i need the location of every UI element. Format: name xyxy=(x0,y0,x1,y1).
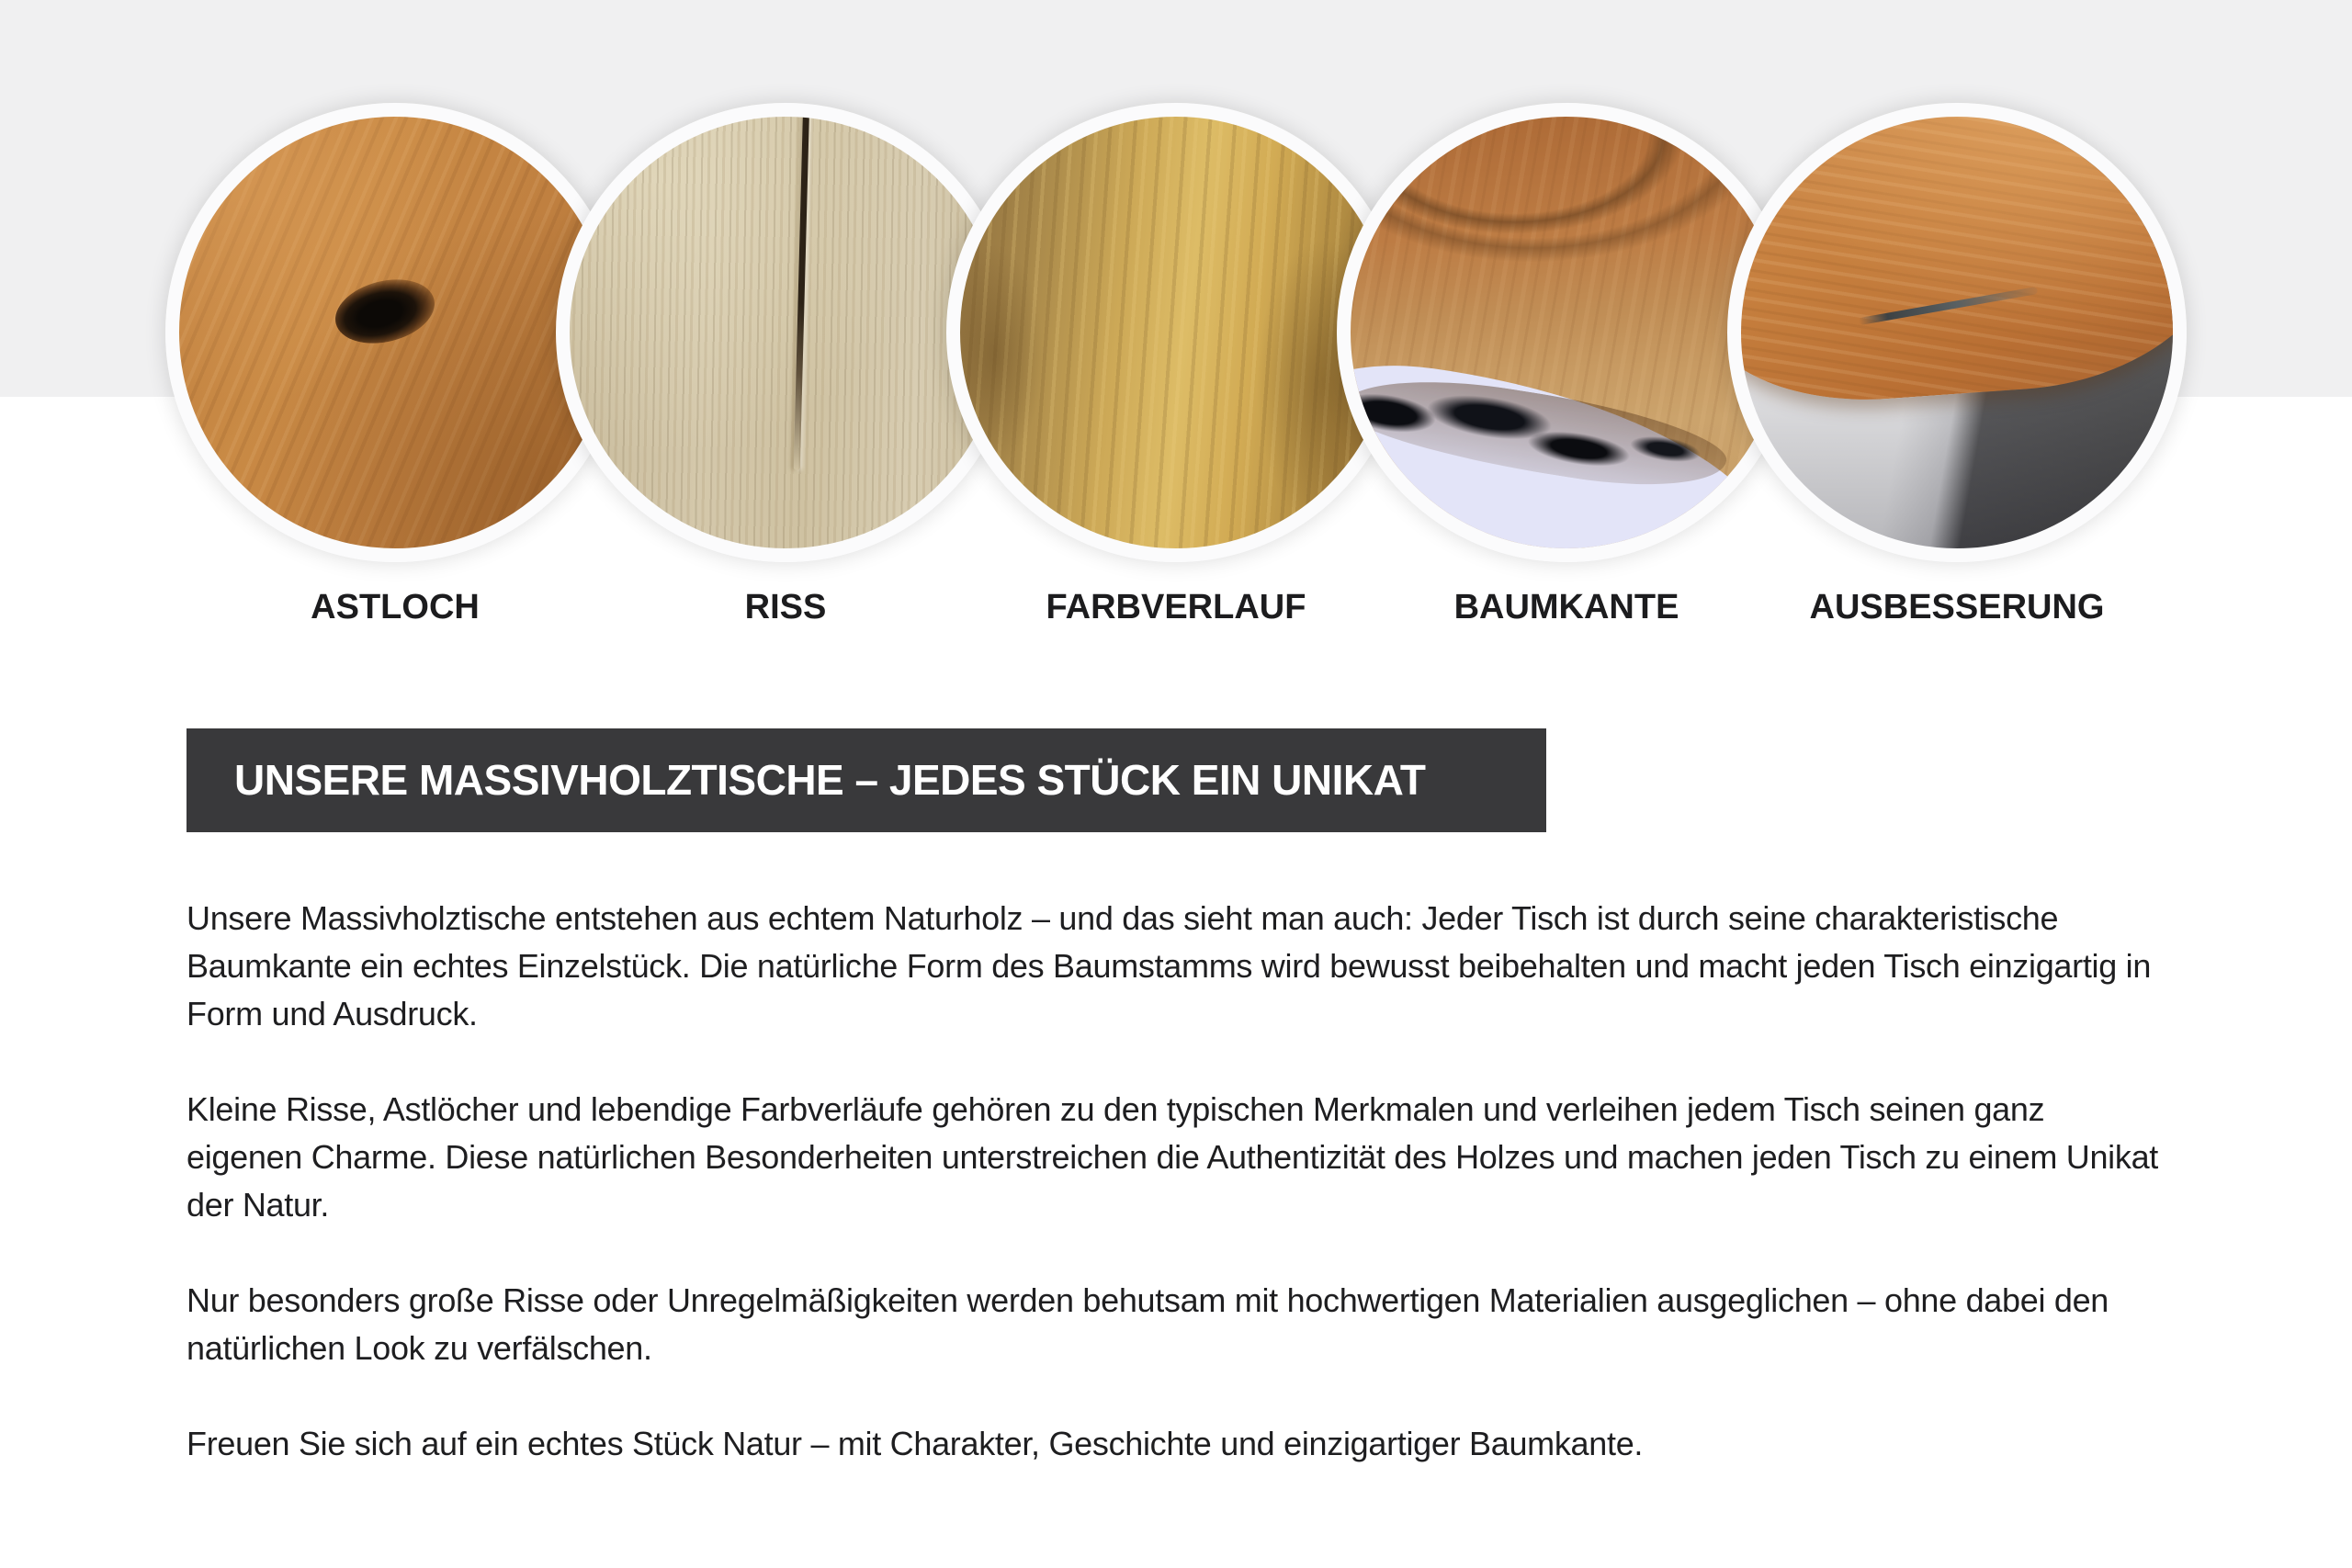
crack-mark xyxy=(794,103,810,470)
feature-label-farbverlauf: FARBVERLAUF xyxy=(1046,588,1306,626)
table-corner-surface xyxy=(1727,103,2187,411)
body-paragraph-4: Freuen Sie sich auf ein echtes Stück Natur – mit Charakter, Geschichte und einzigartiger Baumkante. xyxy=(187,1425,1644,1462)
knot-hole-mark xyxy=(329,269,442,353)
description-section xyxy=(187,728,2165,1468)
body-text xyxy=(187,895,2165,1468)
ausbesserung-photo xyxy=(1727,103,2187,562)
body-paragraph-3: Nur besonders große Risse oder Unregelmäßigkeiten werden behutsam mit hochwertigen Materialien ausgeglichen – ohne dabei den natürlichen Look zu verfälschen. xyxy=(187,1281,2109,1367)
feature-label-ausbesserung: AUSBESSERUNG xyxy=(1809,588,2105,626)
body-paragraph-1: Unsere Massivholztische entstehen aus echtem Naturholz – und das sieht man auch: Jeder Tisch ist durch seine charakteristische Baumkante ein echtes Einzelstück. Die natürliche Form des Baumstamms wird bewusst beibehalten und macht jeden Tisch einzigartig in Form und Ausdruck. xyxy=(187,899,2152,1032)
feature-label-baumkante: BAUMKANTE xyxy=(1453,588,1679,626)
feature-label-astloch: ASTLOCH xyxy=(311,588,480,626)
body-paragraph-2: Kleine Risse, Astlöcher und lebendige Farbverläufe gehören zu den typischen Merkmalen und verleihen jedem Tisch seinen ganz eigenen Charme. Diese natürlichen Besonderheiten unterstreichen die Authentizität des Holzes und machen jeden Tisch zu einem Unikat der Natur. xyxy=(187,1090,2158,1224)
wood-feature-circles xyxy=(165,103,2187,627)
section-title-bar: UNSERE MASSIVHOLZTISCHE – JEDES STÜCK EIN UNIKAT xyxy=(187,728,1546,832)
feature-ausbesserung xyxy=(1727,103,2187,627)
feature-label-riss: RISS xyxy=(744,588,827,626)
